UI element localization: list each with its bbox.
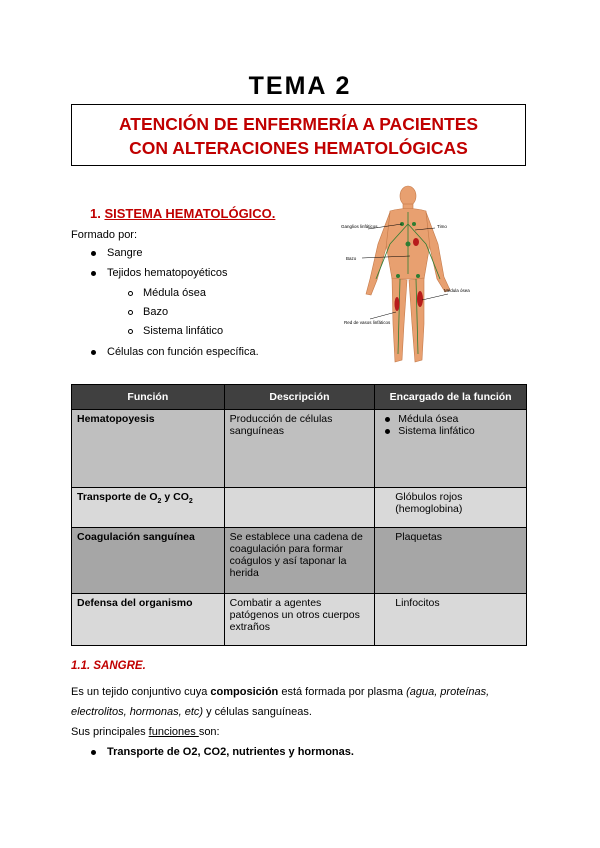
section-1-title: SISTEMA HEMATOLÓGICO.: [104, 206, 276, 221]
list-item-bazo: Bazo: [143, 306, 169, 318]
cell-encargado: [375, 410, 527, 488]
intro-text: Formado por:: [71, 229, 138, 241]
cell-encargado: Linfocitos: [375, 594, 527, 646]
cell-descripcion: Combatir a agentes patógenos un otros cuerpos extraños: [224, 594, 375, 646]
sub-bullet-circle: [128, 310, 133, 315]
subtitle-line-1: ATENCIÓN DE ENFERMERÍA A PACIENTES: [118, 114, 479, 134]
section-1-number: 1.: [90, 206, 101, 221]
label-timo: Timo: [437, 224, 447, 229]
cell-funcion: Coagulación sanguínea: [72, 528, 225, 594]
sangre-body: [71, 682, 531, 762]
cell-funcion: Transporte de $O_2$ y $CO_2$: [72, 488, 225, 528]
label-ganglios: Ganglios linfáticos: [341, 224, 378, 229]
cell-descripcion: [224, 488, 375, 528]
cell-funcion: Hematopoyesis: [72, 410, 225, 488]
cell-descripcion: Se establece una cadena de coagulación para formar coágulos y así taponar la herida: [224, 528, 375, 594]
function-table: [71, 384, 527, 646]
list-item-medula: Médula ósea: [143, 287, 206, 299]
label-medula: Médula ósea: [444, 288, 470, 293]
header-descripcion: Descripción: [224, 385, 375, 410]
list-item-transporte: Transporte de O2, CO2, nutrientes y hormonas.: [71, 742, 531, 762]
sub-bullet-circle: [128, 291, 133, 296]
header-encargado: Encargado de la función: [375, 385, 527, 410]
paragraph-composition: Es un tejido conjuntivo cuya composición está formada por plasma (agua, proteínas, electrolitos, hormonas, etc) y células sanguíneas.: [71, 686, 490, 718]
table-row: [72, 488, 527, 528]
sub-bullet-circle: [128, 329, 133, 334]
list-item: Médula ósea: [380, 413, 521, 425]
bullet-dot: [91, 251, 96, 256]
table-header-row: [72, 385, 527, 410]
list-item-linfatico: Sistema linfático: [143, 325, 224, 337]
cell-funcion: Defensa del organismo: [72, 594, 225, 646]
table-row: [72, 528, 527, 594]
section-1-1-heading: 1.1. SANGRE.: [71, 660, 146, 672]
cell-descripcion: Producción de células sanguíneas: [224, 410, 375, 488]
table-row: [72, 594, 527, 646]
paragraph-functions: Sus principales funciones son:: [71, 726, 220, 738]
list-item: Sistema linfático: [380, 425, 521, 437]
subtitle-line-2: CON ALTERACIONES HEMATOLÓGICAS: [129, 138, 468, 158]
cell-encargado: Plaquetas: [375, 528, 527, 594]
header-funcion: Función: [72, 385, 225, 410]
section-1-heading: [90, 206, 275, 221]
bullet-dot: [91, 271, 96, 276]
subtitle-box: [71, 104, 526, 166]
cell-encargado: Glóbulos rojos (hemoglobina): [375, 488, 527, 528]
lymphatic-system-figure: [340, 184, 470, 374]
bullet-dot: [91, 350, 96, 355]
label-bazo: Bazo: [346, 256, 357, 261]
list-item-tejidos: Tejidos hematopoyéticos: [107, 267, 228, 279]
table-row: [72, 410, 527, 488]
list-item-celulas: Células con función específica.: [107, 346, 259, 358]
page-title: TEMA 2: [248, 72, 352, 100]
label-red: Red de vasos linfáticos: [344, 320, 391, 325]
list-item-sangre: Sangre: [107, 247, 143, 259]
